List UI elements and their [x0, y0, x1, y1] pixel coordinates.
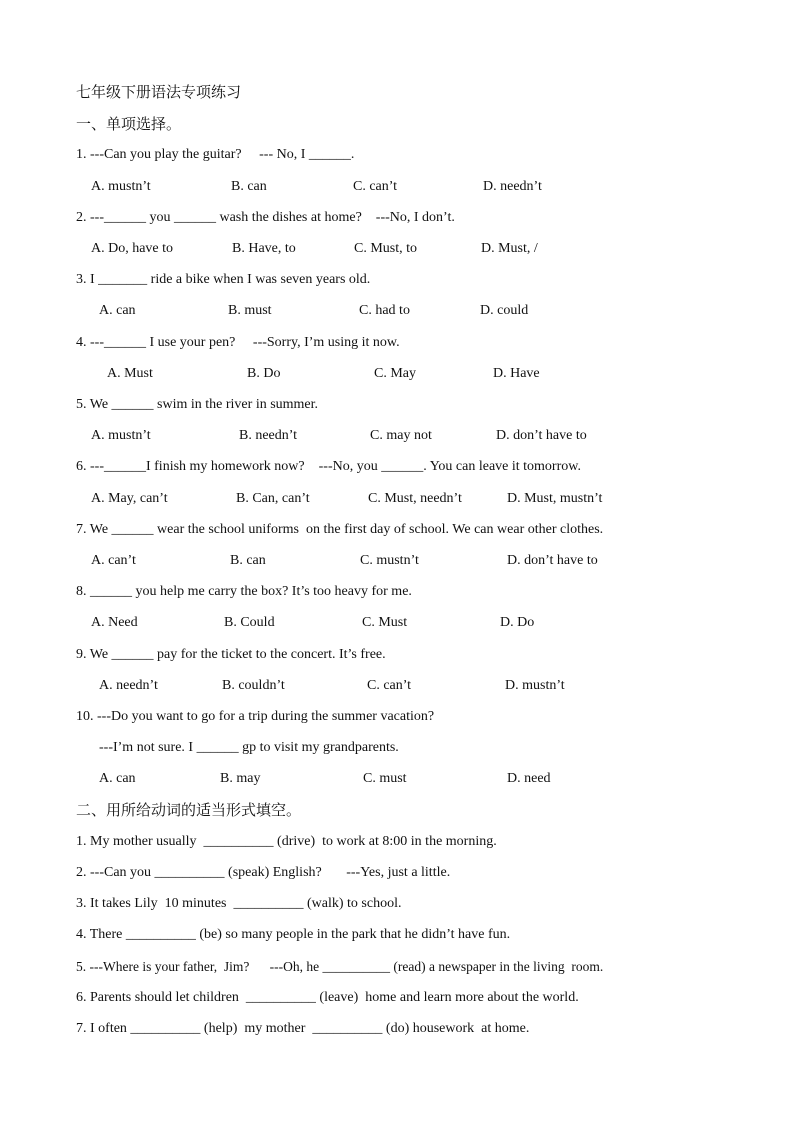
- option-5d: D. don’t have to: [496, 428, 587, 443]
- option-9a: A. needn’t: [99, 678, 158, 693]
- option-7a: A. can’t: [91, 553, 136, 568]
- fill-item-6: 6. Parents should let children __________ (leave) home and learn more about the world.: [76, 990, 579, 1005]
- option-7d: D. don’t have to: [507, 553, 598, 568]
- option-4d: D. Have: [493, 366, 540, 381]
- question-10-line2: ---I’m not sure. I ______ gp to visit my grandparents.: [99, 740, 399, 755]
- option-10a: A. can: [99, 771, 136, 786]
- fill-item-1: 1. My mother usually __________ (drive) to work at 8:00 in the morning.: [76, 834, 497, 849]
- page-title: 七年级下册语法专项练习: [76, 83, 242, 101]
- option-2b: B. Have, to: [232, 241, 296, 256]
- fill-item-2: 2. ---Can you __________ (speak) English? ---Yes, just a little.: [76, 865, 451, 880]
- option-8c: C. Must: [362, 615, 408, 630]
- question-7: 7. We ______ wear the school uniforms on the first day of school. We can wear other clothes.: [76, 522, 604, 537]
- option-1b: B. can: [231, 179, 267, 194]
- option-4c: C. May: [374, 366, 416, 381]
- option-10c: C. must: [363, 771, 407, 786]
- fill-item-7: 7. I often __________ (help) my mother __________ (do) housework at home.: [76, 1021, 530, 1036]
- option-3c: C. had to: [359, 303, 410, 318]
- option-7c: C. mustn’t: [360, 553, 419, 568]
- option-5a: A. mustn’t: [91, 428, 151, 443]
- question-4: 4. ---______ I use your pen? ---Sorry, I’m using it now.: [76, 335, 400, 350]
- question-9: 9. We ______ pay for the ticket to the concert. It’s free.: [76, 647, 386, 662]
- option-5b: B. needn’t: [239, 428, 298, 443]
- fill-item-3: 3. It takes Lily 10 minutes __________ (walk) to school.: [76, 896, 402, 911]
- question-8: 8. ______ you help me carry the box? It’s too heavy for me.: [76, 584, 412, 599]
- option-1d: D. needn’t: [483, 179, 542, 194]
- option-10b: B. may: [220, 771, 261, 786]
- question-1: 1. ---Can you play the guitar? --- No, I ______.: [76, 147, 355, 162]
- option-8d: D. Do: [500, 615, 535, 630]
- question-2: 2. ---______ you ______ wash the dishes at home? ---No, I don’t.: [76, 210, 455, 225]
- question-6: 6. ---______I finish my homework now? ---No, you ______. You can leave it tomorrow.: [76, 459, 581, 474]
- option-6b: B. Can, can’t: [236, 491, 310, 506]
- fill-item-4: 4. There __________ (be) so many people in the park that he didn’t have fun.: [76, 927, 511, 942]
- question-5: 5. We ______ swim in the river in summer.: [76, 397, 319, 412]
- option-9d: D. mustn’t: [505, 678, 565, 693]
- option-2c: C. Must, to: [354, 241, 418, 256]
- option-8b: B. Could: [224, 615, 275, 630]
- section1-heading: 一、单项选择。: [76, 115, 182, 133]
- option-1c: C. can’t: [353, 179, 398, 194]
- option-9c: C. can’t: [367, 678, 412, 693]
- section2-heading: 二、用所给动词的适当形式填空。: [76, 801, 302, 819]
- option-4a: A. Must: [107, 366, 153, 381]
- option-9b: B. couldn’t: [222, 678, 285, 693]
- option-10d: D. need: [507, 771, 551, 786]
- option-8a: A. Need: [91, 615, 138, 630]
- option-7b: B. can: [230, 553, 266, 568]
- question-10: 10. ---Do you want to go for a trip during the summer vacation?: [76, 709, 435, 724]
- option-3b: B. must: [228, 303, 272, 318]
- option-6d: D. Must, mustn’t: [507, 491, 603, 506]
- option-2a: A. Do, have to: [91, 241, 174, 256]
- fill-item-5: 5. ---Where is your father, Jim? ---Oh, he __________ (read) a newspaper in the living room.: [76, 959, 604, 974]
- option-6c: C. Must, needn’t: [368, 491, 462, 506]
- option-3a: A. can: [99, 303, 136, 318]
- option-1a: A. mustn’t: [91, 179, 151, 194]
- option-6a: A. May, can’t: [91, 491, 168, 506]
- option-3d: D. could: [480, 303, 529, 318]
- option-2d: D. Must, /: [481, 241, 538, 256]
- option-5c: C. may not: [370, 428, 432, 443]
- question-3: 3. I _______ ride a bike when I was seven years old.: [76, 272, 371, 287]
- option-4b: B. Do: [247, 366, 281, 381]
